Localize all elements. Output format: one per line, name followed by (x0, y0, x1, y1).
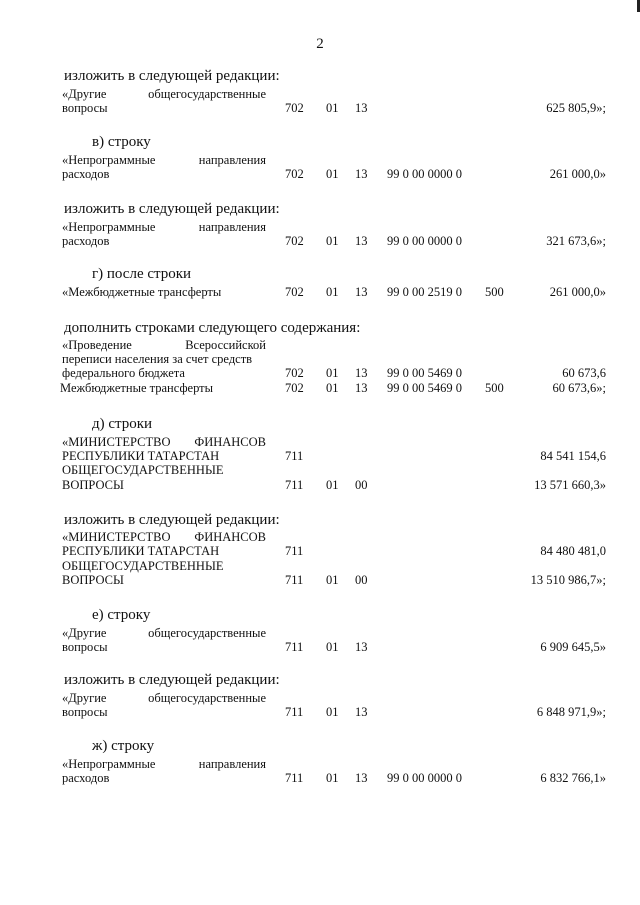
amount: 60 673,6 (562, 366, 606, 380)
row-name-line1: «Непрограммные направления (62, 220, 266, 234)
table-row-name-line (0, 220, 640, 235)
subsection-code: 13 (355, 771, 368, 785)
table-row (0, 573, 640, 588)
expense-type-code: 500 (485, 381, 504, 395)
subsection-code: 13 (355, 381, 368, 395)
row-name-line1: «Другие общегосударственные (62, 87, 266, 101)
table-row (0, 285, 640, 300)
ved-code: 702 (285, 101, 304, 115)
row-name: ВОПРОСЫ (62, 478, 124, 492)
row-name: вопросы (62, 705, 108, 719)
table-row (0, 167, 640, 182)
section-code: 01 (326, 101, 339, 115)
section-heading: изложить в следующей редакции: (64, 68, 280, 84)
ved-code: 702 (285, 234, 304, 248)
row-name: расходов (62, 234, 110, 248)
page-number: 2 (316, 36, 324, 52)
section-heading: дополнить строками следующего содержания: (64, 320, 361, 336)
amount: 321 673,6»; (546, 234, 606, 248)
table-row-name-line (0, 691, 640, 706)
row-name-line1: «Другие общегосударственные (62, 626, 266, 640)
amount: 6 848 971,9»; (536, 705, 606, 719)
table-row-name-line (0, 352, 640, 367)
section-heading: д) строки (92, 416, 153, 432)
table-row (0, 366, 640, 381)
section-code: 01 (326, 640, 339, 654)
row-name: РЕСПУБЛИКИ ТАТАРСТАН (62, 544, 220, 558)
table-row (0, 544, 640, 559)
table-row-name-line (0, 559, 640, 574)
amount: 261 000,0» (549, 285, 606, 299)
subsection-code: 00 (355, 478, 368, 492)
ved-code: 702 (285, 285, 304, 299)
amount: 13 571 660,3» (534, 478, 606, 492)
target-article-code: 99 0 00 2519 0 (387, 285, 462, 299)
subsection-code: 13 (355, 705, 368, 719)
row-name: ВОПРОСЫ (62, 573, 124, 587)
section-code: 01 (326, 573, 339, 587)
table-row (0, 705, 640, 720)
target-article-code: 99 0 00 5469 0 (387, 381, 462, 395)
subsection-code: 13 (355, 101, 368, 115)
amount: 6 832 766,1» (540, 771, 606, 785)
section-code: 01 (326, 381, 339, 395)
section-heading: в) строку (92, 134, 151, 150)
table-row-name-line (0, 530, 640, 545)
subsection-code: 13 (355, 640, 368, 654)
table-row (0, 640, 640, 655)
target-article-code: 99 0 00 5469 0 (387, 366, 462, 380)
section-code: 01 (326, 705, 339, 719)
table-row-name-line (0, 757, 640, 772)
table-row-name-line (0, 338, 640, 353)
row-name: «Межбюджетные трансферты (62, 285, 222, 299)
amount: 6 909 645,5» (540, 640, 606, 654)
row-name-line3: ОБЩЕГОСУДАРСТВЕННЫЕ (62, 463, 224, 477)
ved-code: 702 (285, 381, 304, 395)
table-row (0, 478, 640, 493)
ved-code: 711 (285, 705, 304, 719)
row-name: расходов (62, 167, 110, 181)
ved-code: 711 (285, 771, 304, 785)
section-code: 01 (326, 478, 339, 492)
row-name-line1: «Непрограммные направления (62, 757, 266, 771)
table-row-name-line (0, 463, 640, 478)
ved-code: 711 (285, 478, 304, 492)
row-name-line3: ОБЩЕГОСУДАРСТВЕННЫЕ (62, 559, 224, 573)
table-row (0, 234, 640, 249)
amount: 13 510 986,7»; (530, 573, 606, 587)
table-row-name-line (0, 153, 640, 168)
row-name: вопросы (62, 640, 108, 654)
table-row-name-line (0, 87, 640, 102)
subsection-code: 13 (355, 234, 368, 248)
section-code: 01 (326, 167, 339, 181)
subsection-code: 00 (355, 573, 368, 587)
row-name-line1: «Непрограммные направления (62, 153, 266, 167)
table-row-name-line (0, 435, 640, 450)
amount: 84 480 481,0 (540, 544, 606, 558)
row-name: вопросы (62, 101, 108, 115)
ved-code: 711 (285, 449, 304, 463)
ved-code: 702 (285, 167, 304, 181)
amount: 60 673,6»; (552, 381, 606, 395)
row-name-line1: «МИНИСТЕРСТВО ФИНАНСОВ (62, 530, 266, 544)
ved-code: 711 (285, 573, 304, 587)
amount: 84 541 154,6 (540, 449, 606, 463)
section-heading: г) после строки (92, 266, 192, 282)
amount: 261 000,0» (549, 167, 606, 181)
table-row (0, 449, 640, 464)
table-row-name-line (0, 626, 640, 641)
table-row (0, 771, 640, 786)
section-heading: изложить в следующей редакции: (64, 672, 280, 688)
row-name-line2: переписи населения за счет средств (62, 352, 253, 366)
section-heading: ж) строку (92, 738, 155, 754)
ved-code: 702 (285, 366, 304, 380)
ved-code: 711 (285, 640, 304, 654)
target-article-code: 99 0 00 0000 0 (387, 167, 462, 181)
row-name: расходов (62, 771, 110, 785)
subsection-code: 13 (355, 285, 368, 299)
section-heading: изложить в следующей редакции: (64, 201, 280, 217)
row-name-line1: «Проведение Всероссийской (62, 338, 266, 352)
row-name-line1: «МИНИСТЕРСТВО ФИНАНСОВ (62, 435, 266, 449)
expense-type-code: 500 (485, 285, 504, 299)
table-row (0, 101, 640, 116)
section-code: 01 (326, 366, 339, 380)
subsection-code: 13 (355, 167, 368, 181)
row-name: федерального бюджета (62, 366, 185, 380)
section-heading: изложить в следующей редакции: (64, 512, 280, 528)
section-code: 01 (326, 234, 339, 248)
target-article-code: 99 0 00 0000 0 (387, 771, 462, 785)
section-heading: е) строку (92, 607, 151, 623)
row-name: Межбюджетные трансферты (60, 381, 214, 395)
row-name: РЕСПУБЛИКИ ТАТАРСТАН (62, 449, 220, 463)
subsection-code: 13 (355, 366, 368, 380)
table-row (0, 381, 640, 396)
ved-code: 711 (285, 544, 304, 558)
row-name-line1: «Другие общегосударственные (62, 691, 266, 705)
amount: 625 805,9»; (546, 101, 606, 115)
target-article-code: 99 0 00 0000 0 (387, 234, 462, 248)
section-code: 01 (326, 771, 339, 785)
section-code: 01 (326, 285, 339, 299)
